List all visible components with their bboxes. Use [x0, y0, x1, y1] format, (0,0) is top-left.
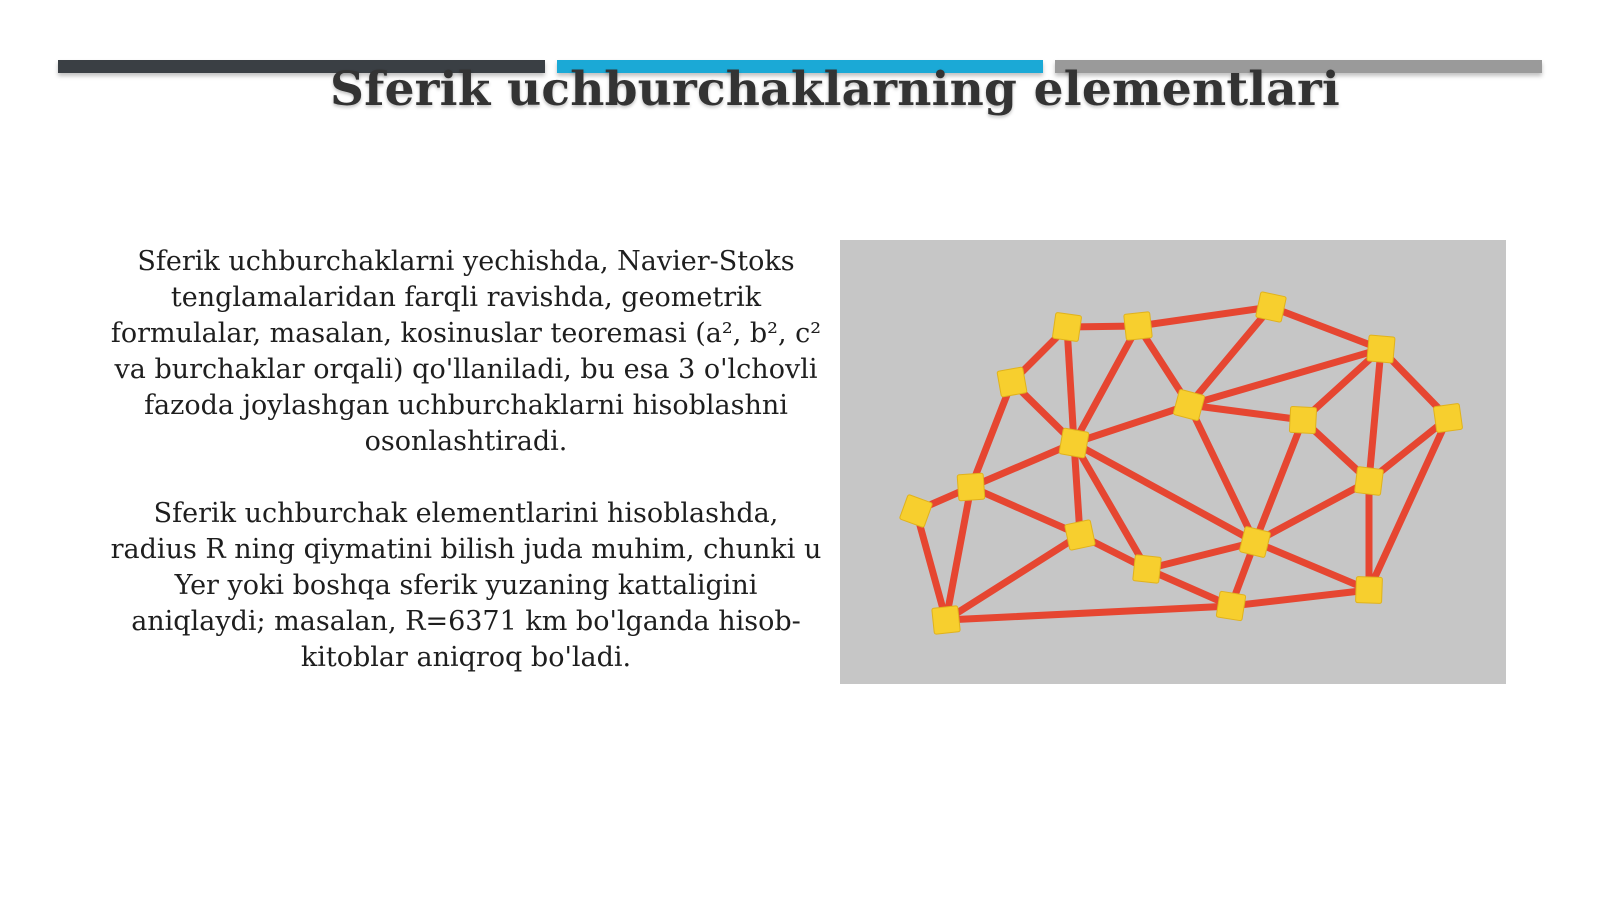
red-string-27 [971, 487, 1080, 535]
yellow-node-g [1289, 406, 1316, 433]
yellow-node-q [1216, 591, 1246, 621]
red-string-1 [1138, 307, 1271, 326]
red-string-26 [916, 511, 946, 620]
yellow-node-p [932, 606, 961, 635]
yellow-node-a [1052, 312, 1081, 341]
yellow-node-e [997, 367, 1027, 397]
yellow-node-d [1367, 335, 1395, 363]
yellow-node-h [1433, 403, 1462, 432]
red-string-2 [1271, 307, 1381, 349]
red-string-10 [1189, 405, 1303, 420]
yellow-node-o [1239, 526, 1271, 558]
red-string-30 [1147, 542, 1255, 569]
red-string-36 [946, 606, 1231, 620]
red-string-32 [1255, 542, 1369, 590]
yellow-node-m [1065, 520, 1096, 551]
red-string-5 [1067, 327, 1074, 443]
yellow-node-c [1256, 292, 1287, 323]
body-text [108, 244, 824, 676]
paragraph-radius: Sferik uchburchak elementlarini hisoblashda, radius R ning qiymatini bilish juda muhim, chunki u Yer yoki boshqa sferik yuzaning kattaligini aniqlaydi; masalan, R=6371 km bo'lganda hisob-kitoblar aniqroq bo'ladi. [110, 498, 822, 673]
red-string-25 [946, 487, 971, 620]
red-string-28 [946, 535, 1080, 620]
yellow-node-l [1355, 467, 1384, 496]
string-network-image [840, 240, 1506, 684]
yellow-node-r [1356, 577, 1383, 604]
yellow-node-b [1124, 312, 1153, 341]
red-string-23 [1369, 418, 1448, 590]
yellow-node-i [1059, 428, 1089, 458]
yellow-node-j [957, 473, 985, 501]
paragraph-cosine-theorem: Sferik uchburchaklarni yechishda, Navier-Stoks tenglamalaridan farqli ravishda, geometrik formulalar, masalan, kosinuslar teoremasi (a², b², c² va burchaklar orqali) qo'llaniladi, bu esa 3 o'lchovli fazoda joylashgan uchburchaklarni hisoblashni osonlashtiradi. [110, 246, 822, 457]
network-photo [840, 240, 1506, 684]
red-string-12 [1369, 349, 1381, 481]
slide-title: Sferik uchburchaklarning elementlari [330, 62, 1340, 117]
yellow-node-k [899, 494, 932, 527]
yellow-node-n [1133, 555, 1162, 584]
red-string-35 [1231, 590, 1369, 606]
